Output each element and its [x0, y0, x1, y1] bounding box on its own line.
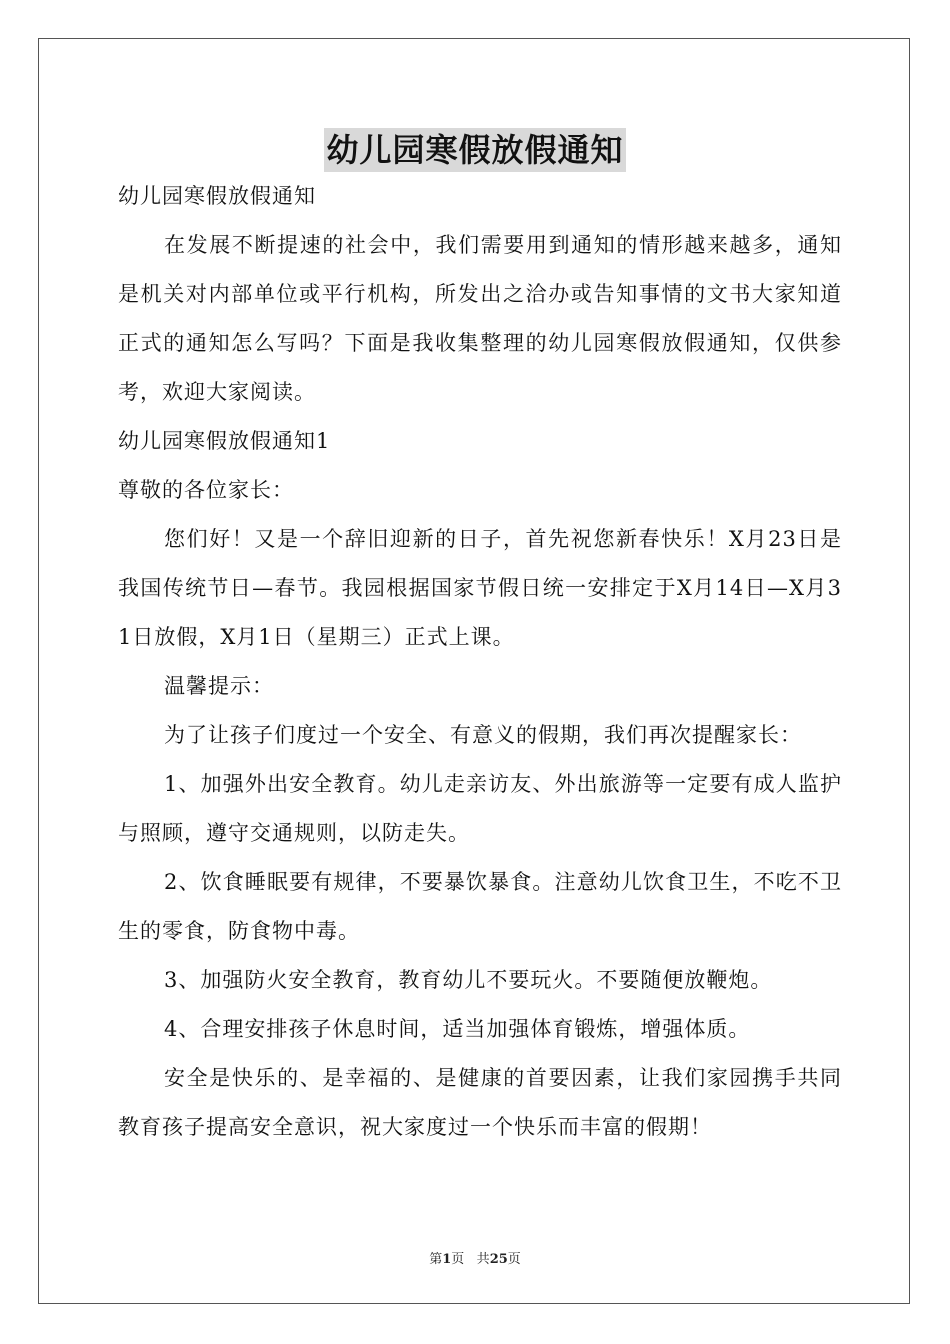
page-footer	[0, 1248, 950, 1267]
total-pages: 25	[489, 1252, 508, 1267]
salutation: 尊敬的各位家长：	[118, 478, 294, 502]
page-number: 1	[442, 1252, 452, 1267]
total-prefix: 共	[476, 1252, 490, 1267]
document-body	[118, 172, 842, 1152]
tip-item-3: 3、加强防火安全教育，教育幼儿不要玩火。不要随便放鞭炮。	[164, 968, 773, 992]
subtitle-paragraph: 幼儿园寒假放假通知	[118, 184, 316, 208]
total-unit: 页	[507, 1252, 521, 1267]
tip-item-2: 2、饮食睡眠要有规律，不要暴饮暴食。注意幼儿饮食卫生，不吃不卫生的零食，防食物中毒。	[118, 870, 842, 943]
closing-paragraph: 安全是快乐的、是幸福的、是健康的首要因素，让我们家园携手共同教育孩子提高安全意识，祝大家度过一个快乐而丰富的假期！	[118, 1066, 842, 1139]
document-title: 幼儿园寒假放假通知	[324, 128, 625, 172]
tip-item-4: 4、合理安排孩子休息时间，适当加强体育锻炼，增强体质。	[164, 1017, 751, 1041]
reminder-paragraph: 为了让孩子们度过一个安全、有意义的假期，我们再次提醒家长：	[164, 723, 802, 747]
tips-heading: 温馨提示：	[164, 674, 274, 698]
section-heading: 幼儿园寒假放假通知1	[118, 429, 331, 453]
tip-item-1: 1、加强外出安全教育。幼儿走亲访友、外出旅游等一定要有成人监护与照顾，遵守交通规则，以防走失。	[118, 772, 842, 845]
title-container	[0, 128, 950, 172]
page-prefix: 第	[429, 1252, 443, 1267]
page-unit: 页	[451, 1252, 465, 1267]
intro-paragraph: 在发展不断提速的社会中，我们需要用到通知的情形越来越多，通知是机关对内部单位或平行机构，所发出之洽办或告知事情的文书大家知道正式的通知怎么写吗？下面是我收集整理的幼儿园寒假放假通知，仅供参考，欢迎大家阅读。	[118, 233, 842, 404]
greeting-paragraph: 您们好！又是一个辞旧迎新的日子，首先祝您新春快乐！X月23日是我国传统节日—春节。我园根据国家节假日统一安排定于X月14日—X月31日放假，X月1日（星期三）正式上课。	[118, 527, 842, 649]
